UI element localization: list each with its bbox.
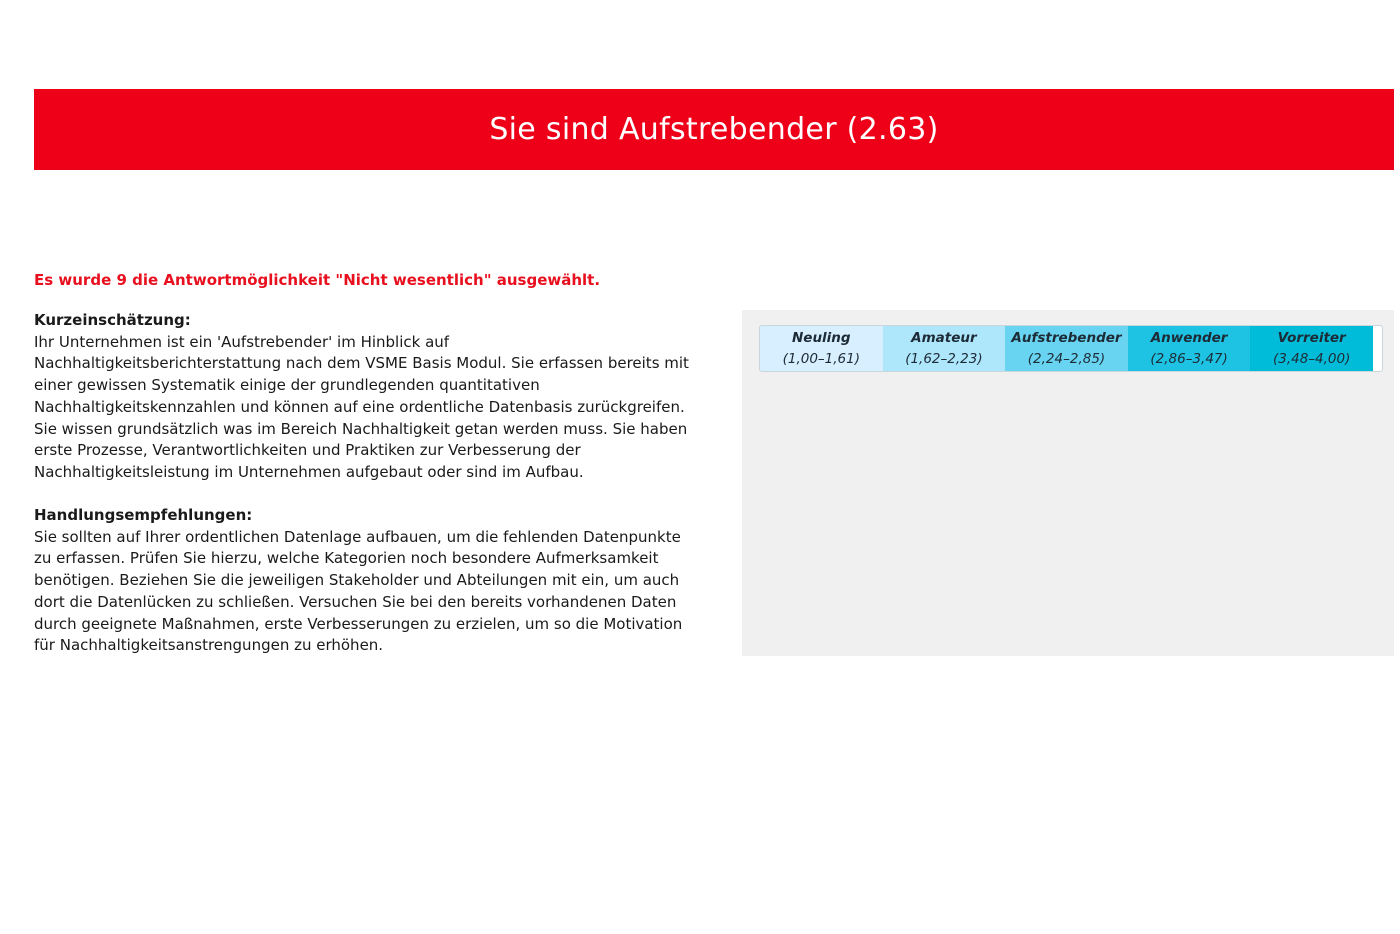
- summary-body: Ihr Unternehmen ist ein 'Aufstrebender' im Hinblick auf Nachhaltigkeitsberichterstattung nach dem VSME Basis Modul. Sie erfassen bereits mit einer gewissen Systematik einige der grundlegenden quantitativen Nachhaltigkeitskennzahlen und können auf eine ordentliche Datenbasis zurückgreifen. Sie wissen grundsätzlich was im Bereich Nachhaltigkeit getan werden muss. Sie haben erste Prozesse, Verantwortlichkeiten und Praktiken zur Verbesserung der Nachhaltigkeitsleistung im Unternehmen aufgebaut oder sind im Aufbau.: [34, 332, 689, 481]
- maturity-scale: [759, 325, 1383, 372]
- not-relevant-notice: Es wurde 9 die Antwortmöglichkeit "Nicht wesentlich" ausgewählt.: [34, 271, 601, 289]
- result-banner: [34, 89, 1394, 170]
- scale-level-name: Vorreiter: [1277, 329, 1346, 346]
- scale-level-amateur: [883, 326, 1006, 371]
- scale-level-vorreiter: [1250, 326, 1373, 371]
- scale-level-neuling: [760, 326, 883, 371]
- summary-heading: Kurzeinschätzung:: [34, 311, 191, 329]
- scale-level-aufstrebender: [1005, 326, 1128, 371]
- recommendations-section: [34, 505, 694, 657]
- scale-level-anwender: [1128, 326, 1251, 371]
- scale-level-range: (1,00–1,61): [782, 350, 860, 367]
- recommendations-body: Sie sollten auf Ihrer ordentlichen Datenlage aufbauen, um die fehlenden Datenpunkte zu erfassen. Prüfen Sie hierzu, welche Kategorien noch besondere Aufmerksamkeit benötigen. Beziehen Sie die jeweiligen Stakeholder und Abteilungen mit ein, um auch dort die Datenlücken zu schließen. Versuchen Sie bei den bereits vorhandenen Daten durch geeignete Maßnahmen, erste Verbesserungen zu erzielen, um so die Motivation für Nachhaltigkeitsanstrengungen zu erhöhen.: [34, 527, 683, 655]
- result-title: Sie sind Aufstrebender (2.63): [489, 112, 939, 147]
- scale-level-range: (3,48–4,00): [1272, 350, 1351, 367]
- recommendations-heading: Handlungsempfehlungen:: [34, 506, 253, 524]
- scale-level-range: (1,62–2,23): [905, 350, 983, 367]
- scale-level-name: Aufstrebender: [1011, 329, 1122, 346]
- maturity-panel: [742, 310, 1394, 656]
- scale-level-name: Amateur: [911, 329, 977, 346]
- scale-level-range: (2,24–2,85): [1027, 350, 1106, 367]
- scale-level-name: Anwender: [1150, 329, 1228, 346]
- summary-section: [34, 310, 694, 484]
- scale-level-range: (2,86–3,47): [1150, 350, 1228, 367]
- scale-level-name: Neuling: [791, 329, 851, 346]
